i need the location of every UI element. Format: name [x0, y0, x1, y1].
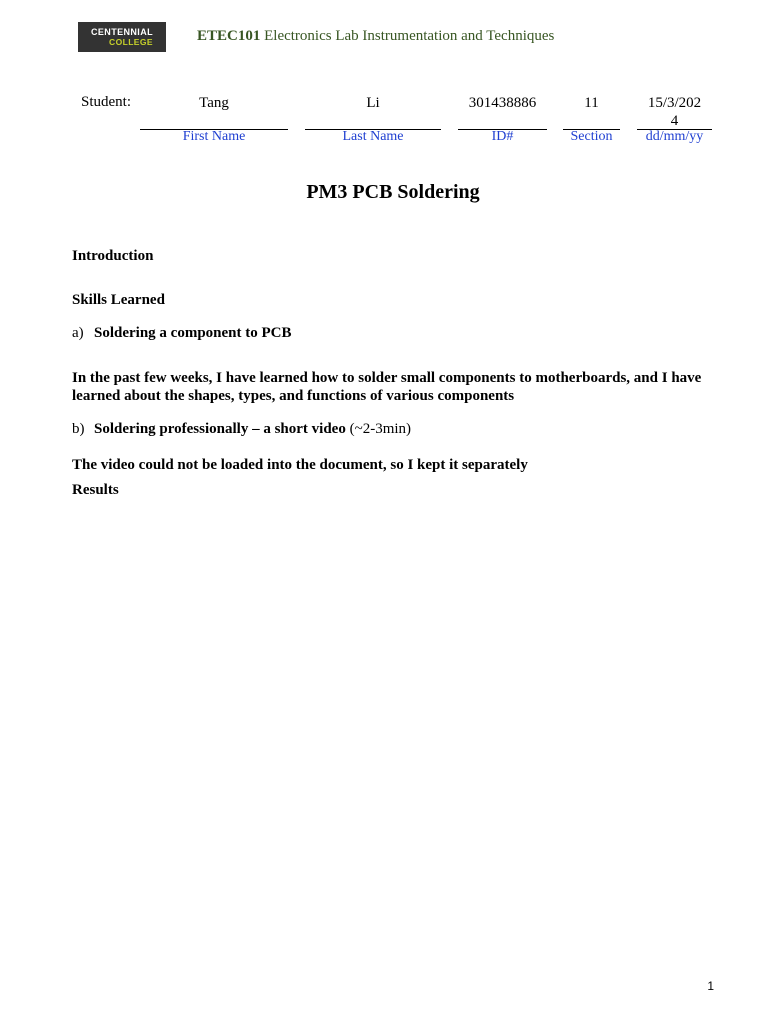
- first-name-caption: First Name: [182, 129, 246, 144]
- student-label: Student:: [81, 94, 132, 110]
- logo-text-line1: CENTENNIAL: [91, 26, 153, 37]
- logo-text-line2: COLLEGE: [109, 36, 153, 47]
- last-name-value: Li: [366, 95, 380, 111]
- date-value-line2: 4: [670, 113, 679, 129]
- first-name-value: Tang: [199, 95, 229, 111]
- course-header: [197, 28, 554, 45]
- student-id-caption: ID#: [491, 129, 514, 144]
- last-name-caption: Last Name: [342, 129, 404, 144]
- course-name: Electronics Lab Instrumentation and Techniques: [264, 28, 555, 44]
- page-number: 1: [707, 979, 714, 993]
- student-id-value: 301438886: [468, 95, 537, 111]
- item-a-text: Soldering a component to PCB: [94, 325, 292, 341]
- item-b-note: (~2-3min): [349, 421, 412, 437]
- skill-item-b: [72, 421, 411, 438]
- item-b-text: Soldering professionally – a short video: [94, 421, 346, 437]
- college-logo: [78, 22, 166, 52]
- item-b-marker: b): [72, 421, 85, 437]
- item-a-marker: a): [72, 325, 84, 341]
- course-code: ETEC101: [197, 28, 261, 44]
- introduction-heading: Introduction: [72, 248, 154, 264]
- document-title: PM3 PCB Soldering: [306, 181, 480, 203]
- skills-learned-heading: Skills Learned: [72, 292, 165, 308]
- results-heading: Results: [72, 482, 119, 498]
- date-value-line1: 15/3/202: [647, 95, 702, 111]
- skill-item-a: [72, 325, 292, 342]
- date-caption: dd/mm/yy: [645, 129, 704, 144]
- date-value: [637, 94, 712, 130]
- paragraph-b: The video could not be loaded into the document, so I kept it separately: [72, 457, 528, 473]
- paragraph-a: In the past few weeks, I have learned how to solder small components to motherboards, and I have learned about the shapes, types, and functions of various components: [72, 370, 702, 404]
- section-caption: Section: [570, 129, 613, 144]
- section-value: 11: [584, 95, 599, 111]
